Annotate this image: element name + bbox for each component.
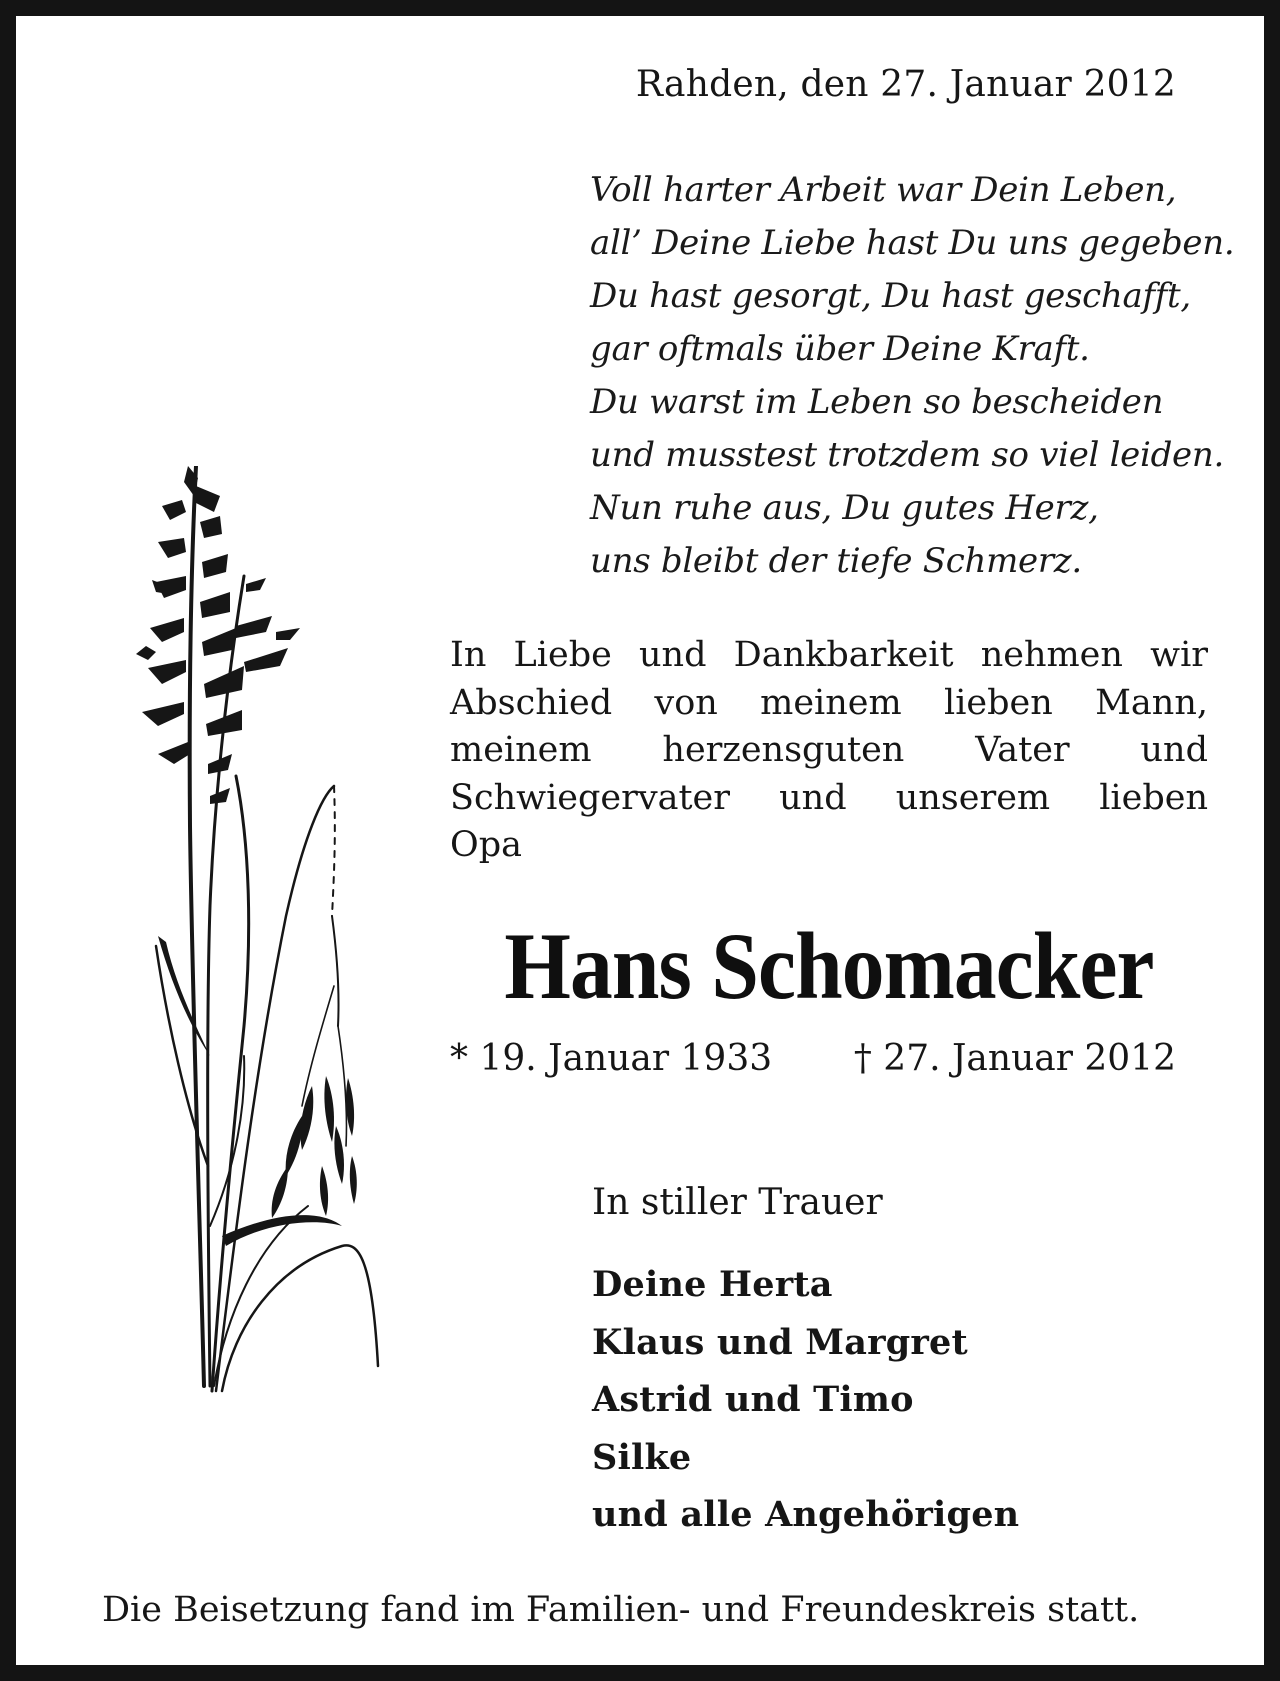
mourning-heading: In stiller Trauer bbox=[592, 1182, 883, 1223]
poem-line: Voll harter Arbeit war Dein Leben, bbox=[590, 170, 1177, 210]
burial-note: Die Beisetzung fand im Familien- und Freundeskreis statt. bbox=[102, 1590, 1140, 1630]
deceased-name: Hans Schomacker bbox=[504, 913, 1154, 1019]
grass-illustration bbox=[126, 466, 386, 1396]
farewell-line: In Liebe und Dankbarkeit nehmen wir bbox=[450, 635, 1208, 675]
poem-line: gar oftmals über Deine Kraft. bbox=[590, 329, 1090, 369]
poem-line: all’ Deine Liebe hast Du uns gegeben. bbox=[590, 223, 1235, 263]
memorial-poem bbox=[590, 164, 1234, 588]
mourners-list bbox=[592, 1256, 1019, 1544]
mourner-name: und alle Angehörigen bbox=[592, 1494, 1020, 1535]
mourner-name: Deine Herta bbox=[592, 1264, 833, 1305]
mourner-name: Klaus und Margret bbox=[592, 1321, 968, 1363]
poem-line: und musstest trotzdem so viel leiden. bbox=[590, 435, 1224, 475]
poem-line: Du hast gesorgt, Du hast geschafft, bbox=[590, 276, 1191, 316]
poem-line: uns bleibt der tiefe Schmerz. bbox=[590, 541, 1082, 581]
mourner-name: Astrid und Timo bbox=[592, 1379, 914, 1420]
farewell-line: meinem herzensguten Vater und bbox=[450, 730, 1208, 770]
farewell-line: Schwiegervater und unserem lieben bbox=[450, 777, 1208, 818]
place-date: Rahden, den 27. Januar 2012 bbox=[635, 64, 1176, 105]
farewell-text bbox=[450, 632, 1208, 870]
mourner-name: Silke bbox=[592, 1436, 692, 1478]
farewell-line: Abschied von meinem lieben Mann, bbox=[450, 682, 1208, 723]
farewell-line: Opa bbox=[450, 825, 522, 865]
birth-date: * 19. Januar 1933 bbox=[450, 1038, 773, 1079]
poem-line: Du warst im Leben so bescheiden bbox=[590, 382, 1164, 422]
poem-line: Nun ruhe aus, Du gutes Herz, bbox=[590, 488, 1099, 528]
death-date: † 27. Januar 2012 bbox=[853, 1038, 1176, 1079]
